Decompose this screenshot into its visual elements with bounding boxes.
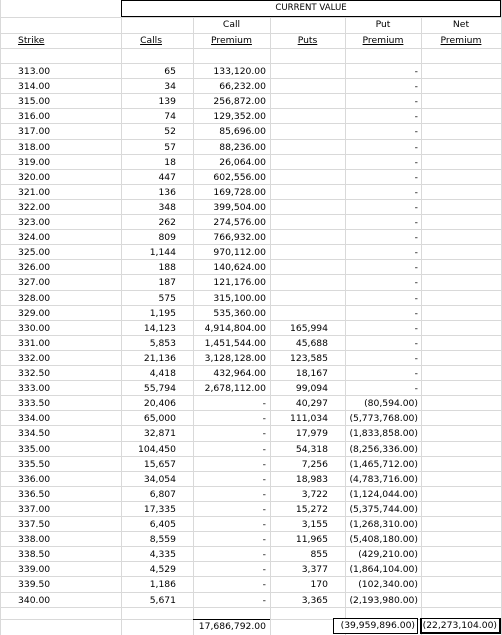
net-premium-cell	[421, 306, 497, 321]
put-premium-cell: (5,375,744.00)	[349, 503, 418, 515]
call-premium-cell: -	[262, 488, 266, 500]
put-premium-cell: (1,268,310.00)	[349, 519, 418, 530]
calls-cell: 6,405	[149, 519, 176, 530]
strike-cell: 336.00	[18, 473, 51, 485]
puts-cell: 3,365	[301, 594, 328, 606]
calls-cell: 14,123	[143, 322, 176, 334]
net-premium-cell	[421, 275, 497, 290]
call-premium-cell: 121,176.00	[213, 277, 266, 289]
strike-cell: 326.00	[18, 262, 51, 274]
strike-cell: 315.00	[18, 96, 51, 108]
calls-cell: 15,657	[143, 458, 176, 470]
calls-cell: 65	[164, 66, 176, 77]
puts-cell	[270, 245, 328, 260]
net-premium-header: Premium	[440, 35, 482, 46]
call-premium-cell: -	[262, 564, 266, 576]
put-premium-cell: -	[414, 156, 418, 168]
calls-cell: 1,195	[149, 307, 176, 319]
call-premium-cell: -	[262, 458, 266, 470]
calls-cell: 4,335	[149, 549, 176, 561]
calls-cell: 187	[158, 277, 176, 289]
puts-cell	[270, 79, 328, 94]
call-premium-cell: 399,504.00	[213, 201, 266, 213]
net-premium-cell	[421, 472, 497, 487]
calls-cell: 4,529	[149, 564, 176, 576]
put-premium-cell: -	[414, 322, 418, 334]
strike-cell: 330.00	[18, 322, 51, 334]
put-premium-cell: -	[414, 66, 418, 77]
net-premium-cell	[421, 577, 497, 592]
call-premium-header-top: Call	[222, 19, 241, 30]
strike-cell: 327.00	[18, 277, 51, 289]
puts-cell	[270, 275, 328, 290]
calls-cell: 21,136	[143, 352, 176, 364]
put-premium-cell: (1,465,712.00)	[349, 458, 418, 470]
strike-cell: 340.00	[18, 594, 51, 606]
puts-cell	[270, 170, 328, 185]
put-premium-cell: -	[414, 111, 418, 123]
strike-cell: 337.50	[18, 519, 51, 530]
puts-cell: 18,983	[295, 473, 328, 485]
call-premium-cell: 274,576.00	[213, 217, 266, 228]
strike-cell: 333.50	[18, 398, 51, 410]
put-premium-total: (39,959,896.00)	[333, 618, 418, 634]
calls-cell: 18	[164, 156, 176, 168]
calls-cell: 57	[164, 141, 176, 153]
calls-cell: 809	[158, 232, 176, 244]
put-premium-cell: (2,193,980.00)	[349, 594, 418, 606]
call-premium-cell: 4,914,804.00	[204, 322, 266, 334]
puts-cell	[270, 109, 328, 124]
call-premium-cell: 602,556.00	[213, 171, 266, 183]
strike-cell: 320.00	[18, 171, 51, 183]
puts-cell: 54,318	[295, 443, 328, 455]
net-premium-cell	[421, 155, 497, 170]
call-premium-cell: 256,872.00	[213, 96, 266, 108]
put-premium-cell: (429,210.00)	[358, 549, 418, 561]
net-premium-cell	[421, 593, 497, 608]
calls-cell: 6,807	[149, 488, 176, 500]
net-premium-cell	[421, 64, 497, 79]
calls-cell: 4,418	[149, 368, 176, 379]
call-premium-cell: 3,128,128.00	[204, 352, 266, 364]
put-premium-cell: (8,256,336.00)	[349, 443, 418, 455]
put-premium-cell: -	[414, 81, 418, 93]
call-premium-cell: -	[262, 398, 266, 410]
puts-cell: 3,722	[301, 488, 328, 500]
net-premium-cell	[421, 260, 497, 275]
call-premium-cell: 970,112.00	[213, 247, 266, 259]
puts-cell: 11,965	[295, 534, 328, 546]
put-premium-cell: -	[414, 186, 418, 198]
strike-cell: 333.00	[18, 383, 51, 395]
puts-cell	[270, 94, 328, 109]
strike-cell: 318.00	[18, 141, 51, 153]
calls-cell: 55,794	[143, 383, 176, 395]
calls-cell: 447	[158, 171, 176, 183]
put-premium-cell: (5,408,180.00)	[349, 534, 418, 546]
net-premium-cell	[421, 336, 497, 351]
net-premium-cell	[421, 230, 497, 245]
put-premium-cell: (102,340.00)	[358, 579, 418, 591]
net-premium-cell	[421, 124, 497, 139]
calls-cell: 32,871	[143, 428, 176, 440]
strike-cell: 314.00	[18, 81, 51, 93]
strike-cell: 332.00	[18, 352, 51, 364]
net-premium-cell	[421, 442, 497, 457]
calls-cell: 52	[164, 126, 176, 138]
put-premium-cell: -	[414, 352, 418, 364]
net-premium-cell	[421, 366, 497, 381]
call-premium-header: Premium	[211, 35, 252, 46]
net-premium-cell	[421, 200, 497, 215]
put-premium-cell: -	[414, 96, 418, 108]
call-premium-cell: -	[262, 413, 266, 425]
put-premium-cell: -	[414, 307, 418, 319]
net-premium-cell	[421, 532, 497, 547]
call-premium-cell: -	[262, 594, 266, 606]
put-premium-cell: -	[414, 171, 418, 183]
puts-cell	[270, 230, 328, 245]
strike-cell: 323.00	[18, 217, 51, 228]
calls-cell: 65,000	[143, 413, 176, 425]
strike-cell: 331.00	[18, 337, 51, 349]
call-premium-cell: 766,932.00	[213, 232, 266, 244]
put-premium-cell: -	[414, 247, 418, 259]
put-premium-cell: (5,773,768.00)	[349, 413, 418, 425]
call-premium-cell: 129,352.00	[213, 111, 266, 123]
net-premium-cell	[421, 140, 497, 155]
call-premium-cell: -	[262, 519, 266, 530]
net-premium-cell	[421, 321, 497, 336]
call-premium-cell: -	[262, 579, 266, 591]
put-premium-cell: (1,833,858.00)	[349, 428, 418, 440]
puts-cell	[270, 260, 328, 275]
put-premium-header-top: Put	[375, 19, 391, 30]
strike-cell: 313.00	[18, 66, 51, 77]
net-premium-cell	[421, 502, 497, 517]
call-premium-cell: -	[262, 428, 266, 440]
puts-cell: 7,256	[301, 458, 328, 470]
calls-header: Calls	[140, 35, 162, 46]
call-premium-cell: 432,964.00	[213, 368, 266, 379]
call-premium-total: 17,686,792.00	[198, 621, 266, 632]
call-premium-cell: -	[262, 503, 266, 515]
call-premium-cell: 535,360.00	[213, 307, 266, 319]
current-value-banner: CURRENT VALUE	[121, 0, 501, 17]
net-premium-cell	[421, 351, 497, 366]
net-premium-cell	[421, 215, 497, 230]
column-gridline	[0, 0, 1, 635]
calls-cell: 104,450	[138, 443, 176, 455]
puts-cell: 45,688	[295, 337, 328, 349]
net-premium-cell	[421, 517, 497, 532]
puts-cell	[270, 291, 328, 306]
strike-cell: 335.50	[18, 458, 51, 470]
put-premium-cell: -	[414, 232, 418, 244]
calls-cell: 188	[158, 262, 176, 274]
net-premium-cell	[421, 185, 497, 200]
strike-cell: 325.00	[18, 247, 51, 259]
puts-cell: 17,979	[295, 428, 328, 440]
calls-cell: 34,054	[143, 473, 176, 485]
put-premium-cell: (4,783,716.00)	[349, 473, 418, 485]
puts-cell: 40,297	[295, 398, 328, 410]
call-premium-cell: 169,728.00	[213, 186, 266, 198]
put-premium-cell: -	[414, 217, 418, 228]
put-premium-cell: -	[414, 262, 418, 274]
puts-cell: 170	[310, 579, 328, 591]
put-premium-header: Premium	[362, 35, 404, 46]
net-premium-cell	[421, 457, 497, 472]
strike-cell: 339.00	[18, 564, 51, 576]
call-premium-cell: 315,100.00	[213, 292, 266, 304]
call-premium-cell: 133,120.00	[213, 66, 266, 77]
net-premium-cell	[421, 426, 497, 441]
puts-cell: 3,155	[301, 519, 328, 530]
strike-cell: 332.50	[18, 368, 51, 379]
puts-cell: 3,377	[301, 564, 328, 576]
puts-cell	[270, 200, 328, 215]
strike-cell: 338.50	[18, 549, 51, 561]
call-premium-cell: 140,624.00	[213, 262, 266, 274]
net-premium-cell	[421, 411, 497, 426]
calls-cell: 575	[158, 292, 176, 304]
puts-cell: 855	[310, 549, 328, 561]
net-premium-cell	[421, 109, 497, 124]
net-premium-cell	[421, 245, 497, 260]
strike-cell: 316.00	[18, 111, 51, 123]
strike-cell: 321.00	[18, 186, 51, 198]
call-premium-cell: -	[262, 473, 266, 485]
put-premium-cell: (1,124,044.00)	[349, 488, 418, 500]
put-premium-cell: -	[414, 126, 418, 138]
row-gridline	[0, 48, 502, 49]
calls-cell: 5,853	[149, 337, 176, 349]
puts-cell: 165,994	[290, 322, 328, 334]
puts-cell	[270, 155, 328, 170]
strike-cell: 335.00	[18, 443, 51, 455]
net-premium-cell	[421, 396, 497, 411]
puts-cell: 15,272	[295, 503, 328, 515]
strike-cell: 317.00	[18, 126, 51, 138]
put-premium-cell: (1,864,104.00)	[349, 564, 418, 576]
calls-cell: 139	[158, 96, 176, 108]
calls-cell: 5,671	[149, 594, 176, 606]
call-premium-cell: 26,064.00	[219, 156, 266, 168]
put-premium-cell: -	[414, 383, 418, 395]
puts-cell: 99,094	[295, 383, 328, 395]
calls-cell: 8,559	[149, 534, 176, 546]
call-premium-cell: -	[262, 443, 266, 455]
strike-cell: 334.50	[18, 428, 51, 440]
strike-cell: 338.00	[18, 534, 51, 546]
strike-cell: 336.50	[18, 488, 51, 500]
puts-cell	[270, 185, 328, 200]
call-premium-cell: 1,451,544.00	[204, 337, 266, 349]
calls-cell: 1,186	[149, 579, 176, 591]
put-premium-cell: -	[414, 337, 418, 349]
net-premium-total: (22,273,104.00)	[420, 618, 501, 634]
strike-cell: 337.00	[18, 503, 51, 515]
put-premium-cell: (80,594.00)	[364, 398, 418, 410]
net-premium-cell	[421, 291, 497, 306]
put-premium-cell: -	[414, 368, 418, 379]
calls-cell: 1,144	[149, 247, 176, 259]
call-premium-cell: -	[262, 549, 266, 561]
strike-cell: 329.00	[18, 307, 51, 319]
net-premium-cell	[421, 381, 497, 396]
puts-cell: 18,167	[295, 368, 328, 379]
calls-cell: 74	[164, 111, 176, 123]
puts-cell: 111,034	[290, 413, 328, 425]
strike-cell: 334.00	[18, 413, 51, 425]
call-premium-cell: 85,696.00	[219, 126, 266, 138]
call-premium-cell: 2,678,112.00	[204, 383, 266, 395]
calls-cell: 136	[158, 186, 176, 198]
puts-cell	[270, 306, 328, 321]
net-premium-cell	[421, 547, 497, 562]
puts-cell	[270, 124, 328, 139]
put-premium-cell: -	[414, 141, 418, 153]
call-premium-cell: 88,236.00	[219, 141, 266, 153]
calls-cell: 348	[158, 201, 176, 213]
puts-cell	[270, 215, 328, 230]
strike-cell: 322.00	[18, 201, 51, 213]
calls-cell: 20,406	[143, 398, 176, 410]
strike-header: Strike	[18, 35, 45, 46]
puts-cell	[270, 64, 328, 79]
call-premium-cell: -	[262, 534, 266, 546]
put-premium-cell: -	[414, 292, 418, 304]
strike-cell: 324.00	[18, 232, 51, 244]
puts-header: Puts	[297, 35, 318, 46]
put-premium-cell: -	[414, 277, 418, 289]
calls-cell: 17,335	[143, 503, 176, 515]
put-premium-cell: -	[414, 201, 418, 213]
net-premium-cell	[421, 487, 497, 502]
net-premium-cell	[421, 79, 497, 94]
puts-cell: 123,585	[290, 352, 328, 364]
strike-cell: 328.00	[18, 292, 51, 304]
net-premium-cell	[421, 94, 497, 109]
call-premium-cell: 66,232.00	[219, 81, 266, 93]
calls-cell: 34	[164, 81, 176, 93]
calls-cell: 262	[158, 217, 176, 228]
puts-cell	[270, 140, 328, 155]
net-premium-cell	[421, 562, 497, 577]
strike-cell: 319.00	[18, 156, 51, 168]
strike-cell: 339.50	[18, 579, 51, 591]
net-premium-cell	[421, 170, 497, 185]
net-premium-header-top: Net	[452, 19, 470, 30]
